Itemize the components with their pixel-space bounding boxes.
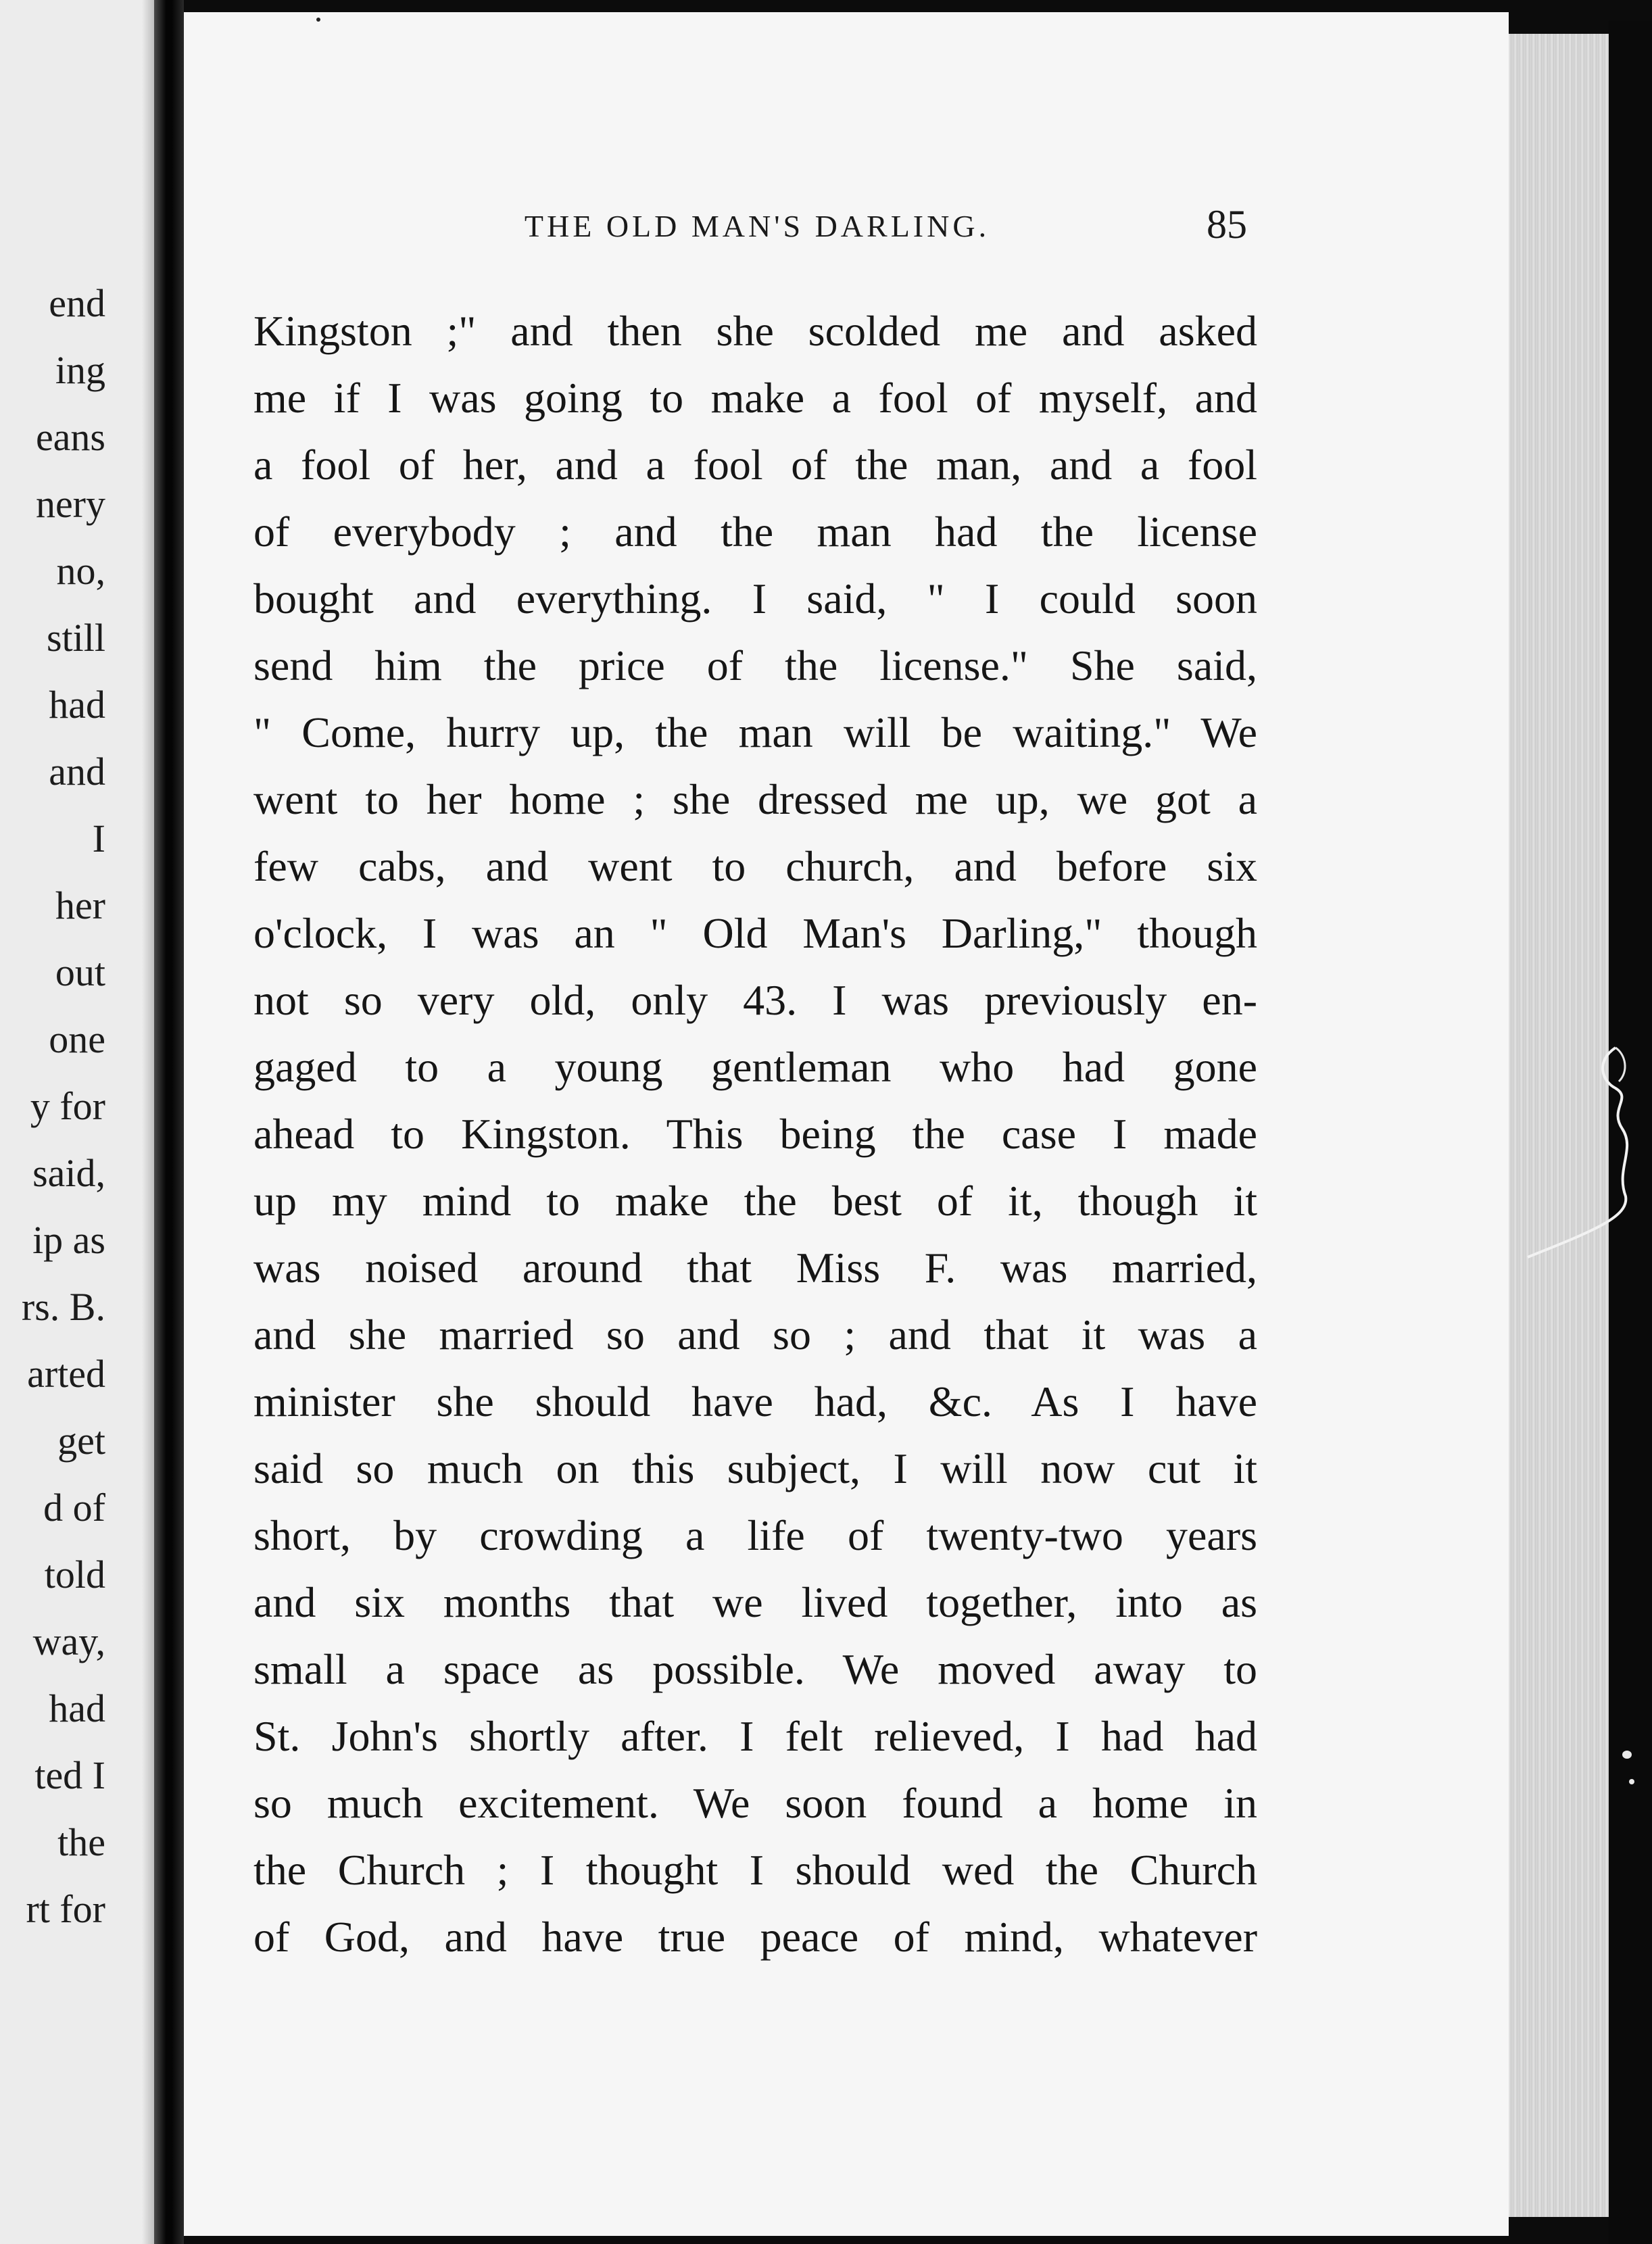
body-line: minister she should have had, &c. As I have: [253, 1377, 1257, 1425]
dust-speck: [1622, 1751, 1632, 1759]
stray-thread: [1514, 1034, 1649, 1264]
left-page-line: out: [55, 950, 105, 994]
body-line: was noised around that Miss F. was married,: [253, 1244, 1257, 1292]
left-page-line: ip as: [32, 1218, 105, 1262]
left-page-line: nery: [35, 482, 105, 526]
body-line: the Church ; I thought I should wed the Church: [253, 1846, 1257, 1894]
left-page-line: and: [49, 750, 105, 794]
body-line: and six months that we lived together, into as: [253, 1578, 1257, 1626]
body-line: ahead to Kingston. This being the case I made: [253, 1110, 1257, 1158]
body-line: Kingston ;" and then she scolded me and asked: [253, 307, 1257, 355]
left-page-line: no,: [56, 549, 105, 593]
body-line: me if I was going to make a fool of myself, and: [253, 374, 1257, 422]
left-page-line: y for: [30, 1084, 105, 1128]
left-page-line: ted I: [34, 1753, 105, 1797]
body-line: of everybody ; and the man had the license: [253, 508, 1257, 556]
body-line: went to her home ; she dressed me up, we got a: [253, 775, 1257, 823]
body-line: so much excitement. We soon found a home in: [253, 1779, 1257, 1827]
running-head: THE OLD MAN'S DARLING.: [524, 209, 990, 243]
body-line: St. John's shortly after. I felt relieved, I had had: [253, 1712, 1257, 1760]
body-line: few cabs, and went to church, and before six: [253, 842, 1257, 890]
left-page-line: way,: [32, 1619, 105, 1663]
body-line: " Come, hurry up, the man will be waiting." We: [253, 708, 1257, 756]
left-page-line: told: [44, 1553, 105, 1596]
left-page-line: had: [49, 1686, 105, 1730]
body-line: bought and everything. I said, " I could soon: [253, 575, 1257, 623]
body-line: up my mind to make the best of it, though it: [253, 1177, 1257, 1225]
body-line: gaged to a young gentleman who had gone: [253, 1043, 1257, 1091]
body-line: said so much on this subject, I will now cut it: [253, 1444, 1257, 1492]
body-line: of God, and have true peace of mind, whatever: [253, 1913, 1257, 1961]
left-page-line: arted: [27, 1352, 105, 1396]
left-page-line: rs. B.: [21, 1285, 105, 1329]
left-page-line: one: [49, 1017, 105, 1061]
left-page-line: I: [92, 816, 105, 860]
body-text: [253, 297, 1257, 1970]
left-page-line: d of: [43, 1486, 105, 1530]
left-page-fold: [142, 0, 154, 2244]
left-page-line: her: [55, 883, 105, 927]
body-line: send him the price of the license." She said,: [253, 641, 1257, 689]
left-page-line: still: [46, 616, 105, 660]
body-line: a fool of her, and a fool of the man, and a fool: [253, 441, 1257, 489]
body-line: and she married so and so ; and that it was a: [253, 1311, 1257, 1359]
left-page-line: had: [49, 683, 105, 727]
body-line: small a space as possible. We moved away to: [253, 1645, 1257, 1693]
left-page-line: eans: [35, 415, 105, 459]
left-page-line: end: [49, 281, 105, 325]
left-page-line: rt for: [26, 1887, 105, 1931]
left-page-line: ing: [55, 348, 105, 392]
left-page-fragment: [0, 0, 154, 2244]
body-line: not so very old, only 43. I was previously en-: [253, 976, 1257, 1024]
left-page-line: get: [57, 1419, 105, 1463]
left-page-line: the: [57, 1820, 105, 1864]
book-gutter: [154, 0, 184, 2244]
dust-speck: [1629, 1779, 1634, 1784]
body-line: short, by crowding a life of twenty-two years: [253, 1511, 1257, 1559]
page-number: 85: [1207, 202, 1247, 247]
body-line: o'clock, I was an " Old Man's Darling," though: [253, 909, 1257, 957]
dust-speck: [316, 18, 320, 22]
left-page-line: said,: [32, 1151, 105, 1195]
